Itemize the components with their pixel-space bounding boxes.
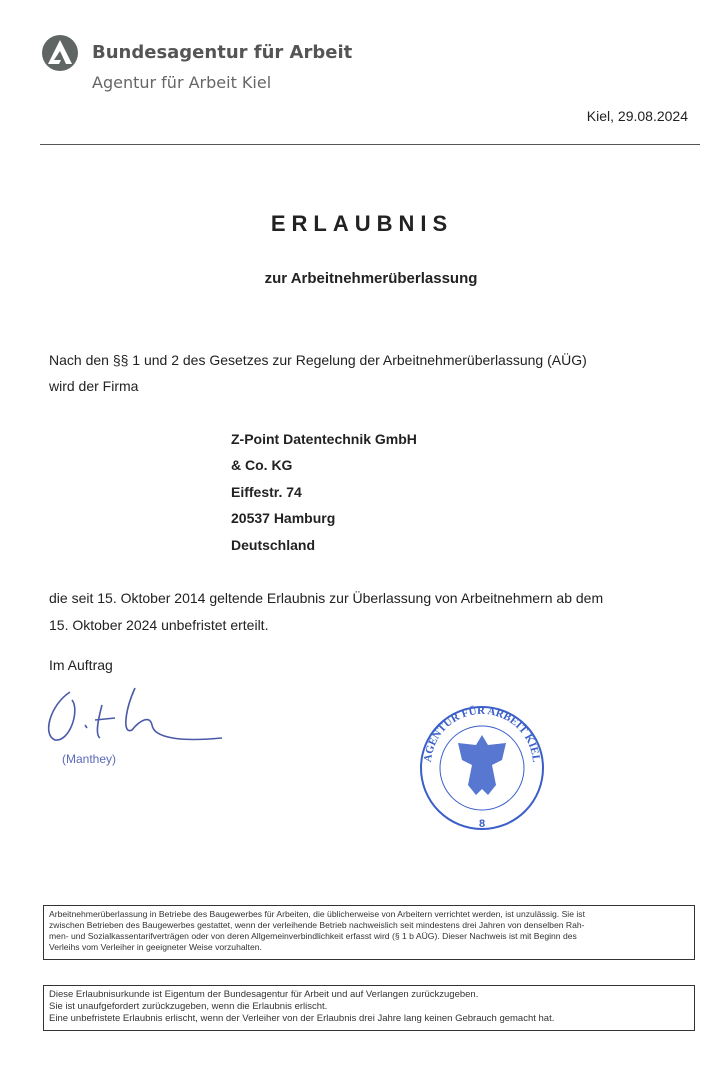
document-subtitle: zur Arbeitnehmerüberlassung: [264, 270, 478, 287]
body-line: die seit 15. Oktober 2014 geltende Erlaubnis zur Überlassung von Arbeitnehmern ab dem: [49, 590, 604, 606]
intro-line: Nach den §§ 1 und 2 des Gesetzes zur Regelung der Arbeitnehmerüberlassung (AÜG): [49, 352, 587, 368]
notice-line: Eine unbefristete Erlaubnis erlischt, wenn der Verleiher von der Erlaubnis drei Jahre lang keinen Gebrauch gemacht hat.: [49, 1013, 555, 1024]
organization-name: Bundesagentur für Arbeit: [92, 42, 353, 63]
signature-prefix: Im Auftrag: [49, 657, 113, 673]
ownership-notice-box: [43, 985, 695, 1031]
address-line: Z-Point Datentechnik GmbH: [231, 431, 417, 447]
body-line: 15. Oktober 2024 unbefristet erteilt.: [49, 617, 269, 633]
signatory-name: (Manthey): [62, 752, 117, 766]
notice-line: Diese Erlaubnisurkunde ist Eigentum der Bundesagentur für Arbeit und auf Verlangen zurückzugeben.: [49, 989, 479, 1000]
notice-line: zwischen Betrieben des Baugewerbes gestattet, wenn der verleihende Betrieb nachweislich seit mindestens drei Jahren von denselben Rah-: [49, 920, 585, 930]
agency-logo-icon: [41, 34, 79, 72]
address-line: Eiffestr. 74: [231, 484, 302, 500]
signature-icon: [40, 680, 230, 750]
notice-line: Verleihs vom Verleiher in geeigneter Weise vorzuhalten.: [49, 942, 262, 952]
notice-line: Arbeitnehmerüberlassung in Betriebe des Baugewerbes für Arbeiten, die üblicherweise von Arbeitern verrichtet werden, ist unzulässig. Sie ist: [49, 909, 585, 919]
intro-line: wird der Firma: [49, 378, 139, 394]
document-title: ERLAUBNIS: [270, 211, 454, 236]
address-line: 20537 Hamburg: [231, 510, 336, 526]
construction-notice-box: [43, 905, 695, 960]
address-line: & Co. KG: [231, 457, 293, 473]
office-name: Agentur für Arbeit Kiel: [92, 73, 272, 92]
address-line: Deutschland: [231, 537, 316, 553]
svg-text:8: 8: [478, 818, 486, 830]
header-divider: [40, 144, 700, 145]
notice-line: men- und Sozialkassentarifverträgen oder von deren Allgemeinverbindlichkeit erfasst wird (§ 1 b AÜG). Dieser Nachweis ist mit Beginn des: [49, 931, 577, 941]
official-stamp-icon: [418, 705, 548, 833]
svg-text:AGENTUR FÜR ARBEIT KIEL: AGENTUR FÜR ARBEIT KIEL: [421, 705, 543, 763]
document-date: Kiel, 29.08.2024: [586, 108, 688, 124]
notice-line: Sie ist unaufgefordert zurückzugeben, wenn die Erlaubnis erlischt.: [49, 1001, 328, 1012]
